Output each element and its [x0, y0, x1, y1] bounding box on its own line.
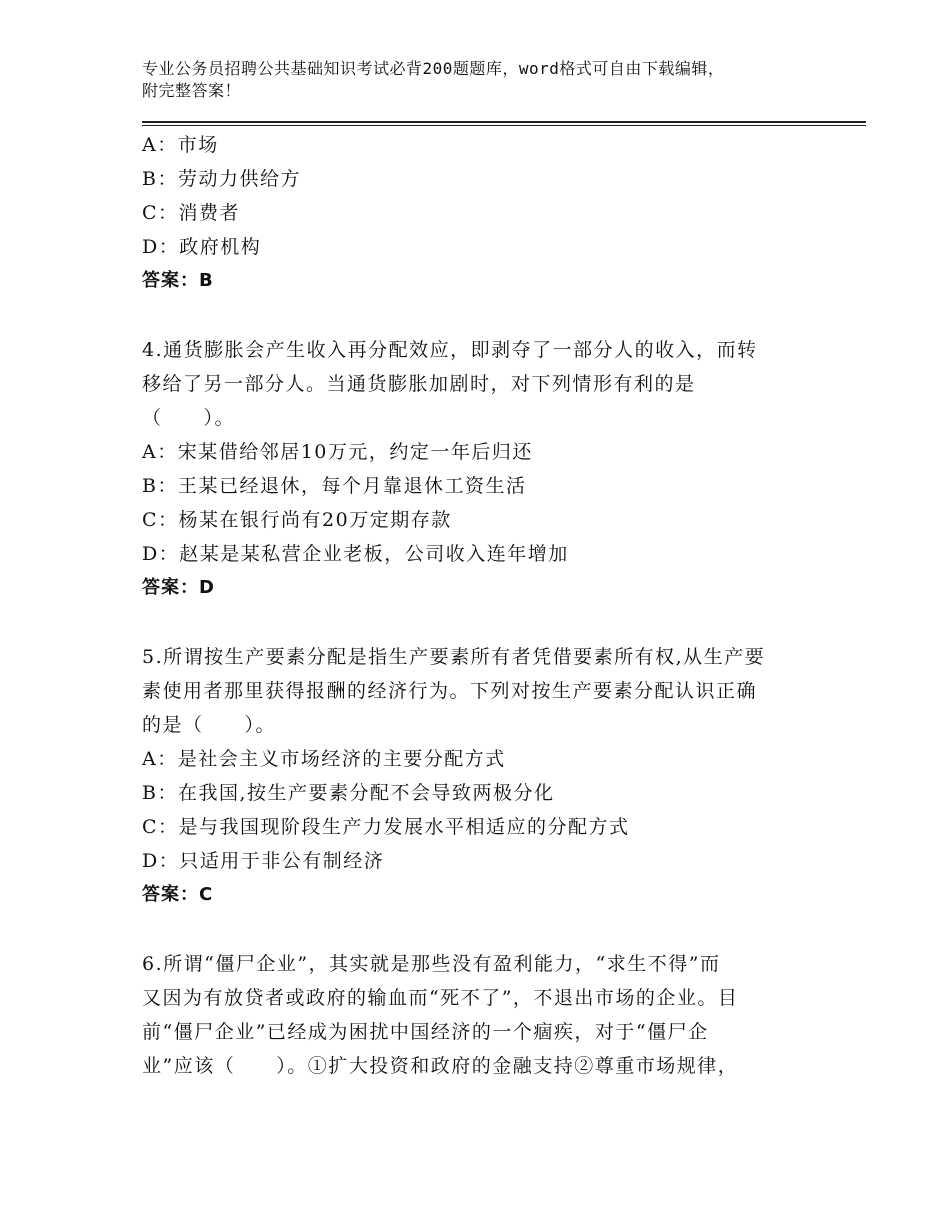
page-header — [142, 58, 822, 102]
q4-stem-line-1: 4.通货膨胀会产生收入再分配效应，即剥夺了一部分人的收入，而转 — [142, 339, 758, 361]
spacer — [142, 298, 822, 333]
q4-answer: 答案：D — [142, 577, 215, 598]
q5-stem-line-3: 的是（ ）。 — [142, 714, 277, 736]
header-rule-thin — [142, 125, 866, 126]
q6-stem-line-3: 前“僵尸企业”已经成为困扰中国经济的一个痼疾，对于“僵尸企 — [142, 1021, 709, 1043]
q5-stem-line-2: 素使用者那里获得报酬的经济行为。下列对按生产要素分配认识正确 — [142, 680, 758, 702]
question-4-block — [142, 333, 822, 605]
q4-option-a: A：宋某借给邻居10万元，约定一年后归还 — [142, 441, 533, 463]
question-6-block — [142, 947, 822, 1083]
q4-option-d: D：赵某是某私营企业老板，公司收入连年增加 — [142, 543, 569, 565]
q3-option-d: D：政府机构 — [142, 236, 262, 258]
q6-stem-line-2: 又因为有放贷者或政府的输血而“死不了”，不退出市场的企业。目 — [142, 987, 739, 1009]
question-5-block — [142, 640, 822, 912]
q4-option-c: C：杨某在银行尚有20万定期存款 — [142, 509, 452, 531]
document-body — [142, 128, 822, 1083]
q5-option-d: D：只适用于非公有制经济 — [142, 850, 385, 872]
header-line-2: 附完整答案！ — [142, 81, 242, 100]
question-3-block — [142, 128, 822, 298]
q5-stem-line-1: 5.所谓按生产要素分配是指生产要素所有者凭借要素所有权,从生产要 — [142, 646, 766, 668]
q4-stem-line-2: 移给了另一部分人。当通货膨胀加剧时，对下列情形有利的是 — [142, 373, 696, 395]
spacer — [142, 605, 822, 640]
q6-stem-line-1: 6.所谓“僵尸企业”，其实就是那些没有盈利能力，“求生不得”而 — [142, 953, 721, 975]
q3-answer: 答案：B — [142, 270, 214, 291]
spacer — [142, 912, 822, 947]
q4-stem-line-3: （ ）。 — [142, 407, 236, 429]
q3-option-a: A：市场 — [142, 134, 219, 156]
q3-option-c: C：消费者 — [142, 202, 241, 224]
q6-stem-line-4: 业”应该（ ）。①扩大投资和政府的金融支持②尊重市场规律， — [142, 1055, 739, 1077]
q5-answer: 答案：C — [142, 884, 214, 905]
q5-option-b: B：在我国,按生产要素分配不会导致两极分化 — [142, 782, 555, 804]
q3-option-b: B：劳动力供给方 — [142, 168, 301, 190]
q5-option-c: C：是与我国现阶段生产力发展水平相适应的分配方式 — [142, 816, 630, 838]
header-line-1: 专业公务员招聘公共基础知识考试必背200题题库，word格式可自由下载编辑， — [142, 59, 725, 78]
header-rule-thick — [142, 121, 866, 123]
q5-option-a: A：是社会主义市场经济的主要分配方式 — [142, 748, 506, 770]
q4-option-b: B：王某已经退休，每个月靠退休工资生活 — [142, 475, 527, 497]
